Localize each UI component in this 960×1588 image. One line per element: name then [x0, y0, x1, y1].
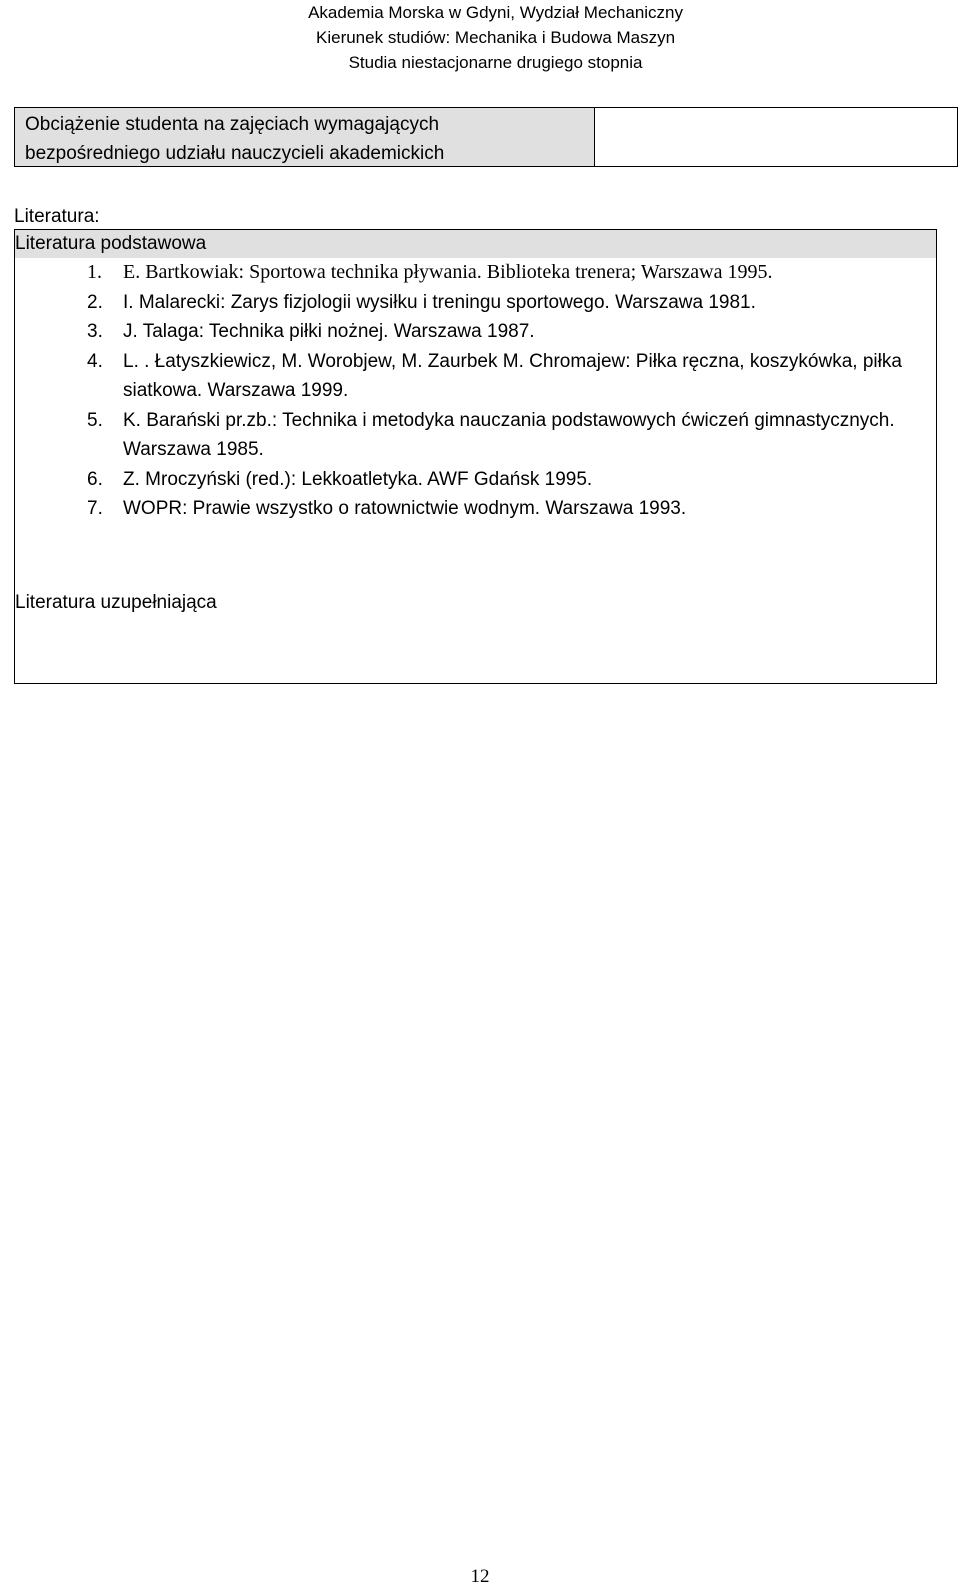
workload-value-cell	[594, 107, 958, 167]
literature-item-number: 7.	[87, 498, 103, 519]
literature-item	[15, 406, 903, 465]
header-study-mode: Studia niestacjonarne drugiego stopnia	[348, 53, 643, 72]
literature-item	[15, 317, 903, 347]
literature-box	[14, 229, 937, 684]
literature-item-text: K. Barański pr.zb.: Technika i metodyka nauczania podstawowych ćwiczeń gimnastycznych. Warszawa 1985.	[123, 409, 895, 460]
literature-title: Literatura:	[14, 206, 100, 227]
literature-item-number: 2.	[87, 291, 103, 313]
workload-label-cell	[14, 107, 595, 167]
literature-item-number: 3.	[87, 321, 103, 342]
literature-item-number: 1.	[87, 261, 102, 283]
literature-item-text: L. . Łatyszkiewicz, M. Worobjew, M. Zaurbek M. Chromajew: Piłka ręczna, koszykówka, piłka siatkowa. Warszawa 1999.	[123, 350, 902, 401]
literature-item	[15, 465, 903, 495]
literature-item-text: J. Talaga: Technika piłki nożnej. Warszawa 1987.	[123, 321, 535, 342]
literature-item-number: 5.	[87, 409, 103, 431]
literature-item-number: 6.	[87, 468, 103, 490]
basic-literature-list	[15, 258, 936, 524]
literature-item	[15, 347, 903, 406]
header-field-of-study: Kierunek studiów: Mechanika i Budowa Maszyn	[316, 28, 676, 47]
literature-item-number: 4.	[87, 350, 103, 372]
header-institution: Akademia Morska w Gdyni, Wydział Mechaniczny	[308, 3, 683, 22]
document-header	[308, 0, 683, 75]
literature-item	[15, 288, 903, 318]
literature-item-text: E. Bartkowiak: Sportowa technika pływania. Biblioteka trenera; Warszawa 1995.	[123, 261, 773, 283]
literature-item	[15, 494, 903, 524]
workload-table	[14, 107, 958, 169]
workload-label-line1: Obciążenie studenta na zajęciach wymagających	[25, 114, 440, 135]
literature-item-text: I. Malarecki: Zarys fizjologii wysiłku i treningu sportowego. Warszawa 1981.	[123, 291, 756, 313]
literature-item-text: WOPR: Prawie wszystko o ratownictwie wodnym. Warszawa 1993.	[123, 498, 687, 519]
literature-item	[15, 258, 903, 288]
basic-literature-heading: Literatura podstawowa	[15, 230, 936, 258]
page-number: 12	[470, 1566, 490, 1587]
workload-label-line2: bezpośredniego udziału nauczycieli akademickich	[25, 143, 445, 164]
supplementary-literature-heading: Literatura uzupełniająca	[15, 592, 217, 613]
literature-item-text: Z. Mroczyński (red.): Lekkoatletyka. AWF Gdańsk 1995.	[123, 468, 593, 490]
